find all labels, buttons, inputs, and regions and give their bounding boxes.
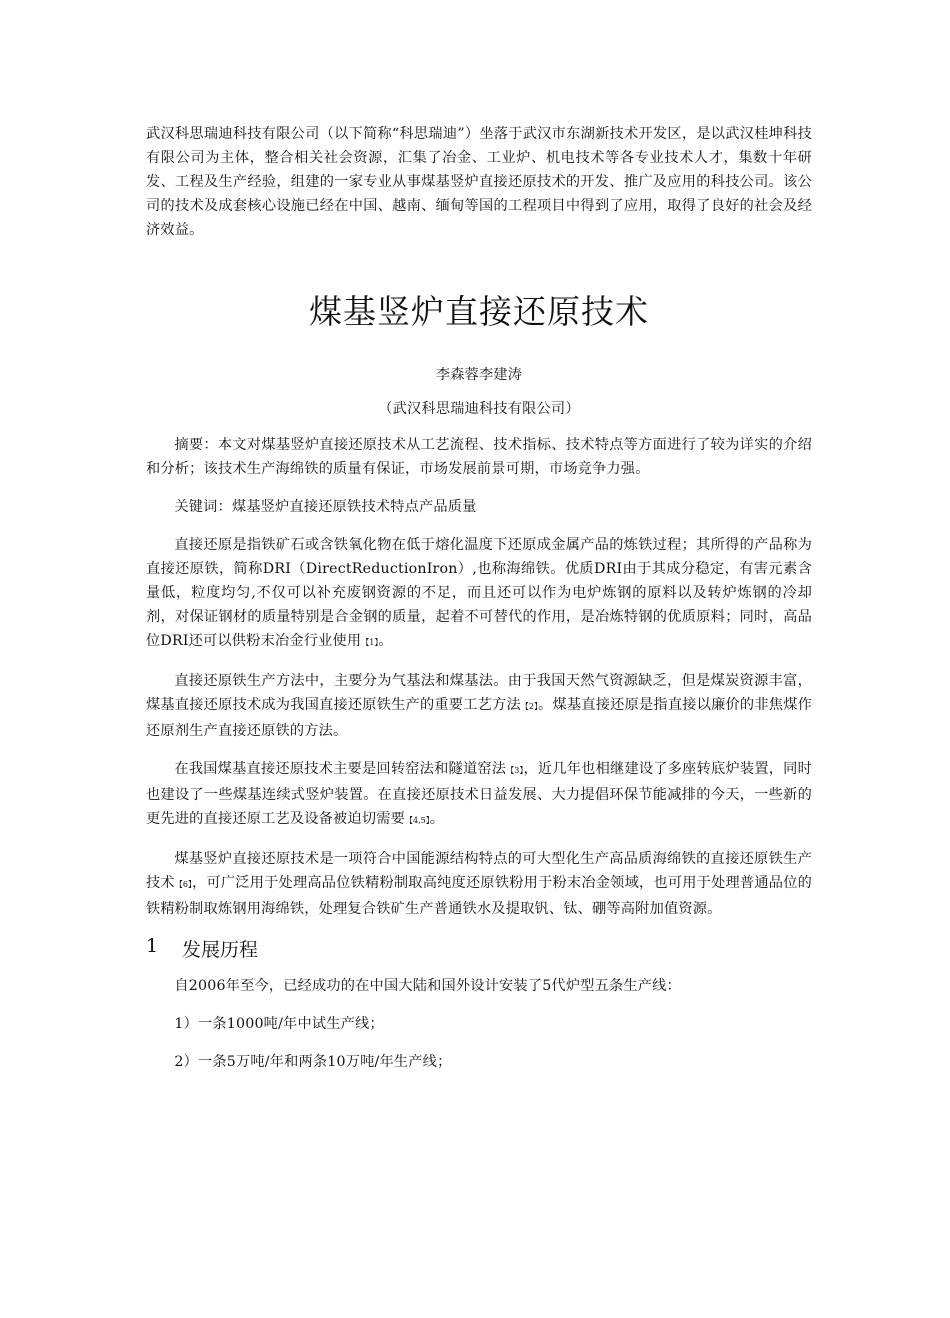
document-page xyxy=(146,122,812,1088)
paragraph-4 xyxy=(146,847,812,921)
paragraph-text: 直接还原铁生产方法中，主要分为气基法和煤基法。由于我国天然气资源缺乏，但是煤炭资源丰富，煤基直接还原技术成为我国直接还原铁生产的重要工艺方法 xyxy=(146,673,812,713)
citation-3: 【3】 xyxy=(506,766,524,775)
citation-4-5: 【4,5】 xyxy=(404,816,430,825)
paragraph-text: 。煤基直接还原是指直接以廉价的非焦煤作还原剂生产直接还原铁的方法。 xyxy=(146,697,812,739)
affiliation: （武汉科思瑞迪科技有限公司） xyxy=(378,401,580,417)
paragraph-text: 直接还原是指铁矿石或含铁氧化物在低于熔化温度下还原成金属产品的炼铁过程；其所得的产品称为直接还原铁，简称DRI（DirectReductionIron）,也称海绵铁。优质DRI由于其成分稳定，有害元素含量低，粒度均匀,不仅可以补充废钢资源的不足，而且还可以作为电炉炼钢的原料以及转炉炼钢的冷却剂，对保证钢材的质量特别是合金钢的质量，起着不可替代的作用，是冶炼特钢的优质原料；同时，高品位DRI还可以供粉末冶金行业使用 xyxy=(146,537,812,649)
paragraph-text: 。 xyxy=(429,811,445,827)
citation-1: 【1】 xyxy=(361,638,379,647)
paragraph-1 xyxy=(146,533,812,655)
keywords-label: 关键词： xyxy=(174,499,232,515)
paper-title: 煤基竖炉直接还原技术 xyxy=(309,292,649,331)
citation-6: 【6】 xyxy=(174,880,193,889)
production-line-list xyxy=(146,1012,812,1074)
company-intro: 武汉科思瑞迪科技有限公司（以下简称“科思瑞迪”）坐落于武汉市东湖新技术开发区，是以武汉桂坤科技有限公司为主体，整合相关社会资源，汇集了冶金、工业炉、机电技术等各专业技术人才，集数十年研发、工程及生产经验，组建的一家专业从事煤基竖炉直接还原技术的开发、推广及应用的科技公司。该公司的技术及成套核心设施已经在中国、越南、缅甸等国的工程项目中得到了应用，取得了良好的社会及经济效益。 xyxy=(146,126,812,238)
section-number: 1 xyxy=(146,935,159,957)
paragraph-text: 在我国煤基直接还原技术主要是回转窑法和隧道窑法 xyxy=(174,761,507,777)
paragraph-2 xyxy=(146,669,812,743)
citation-2: 【2】 xyxy=(520,702,539,711)
keywords-text: 煤基竖炉直接还原铁技术特点产品质量 xyxy=(231,499,477,515)
paragraph-text: ，近几年也相继建设了多座转底炉装置，同时也建设了一些煤基连续式竖炉装置。在直接还原技术日益发展、大力提倡环保节能减排的今天，一些新的更先进的直接还原工艺及设备被迫切需要 xyxy=(146,761,812,827)
section-lead: 自2006年至今，已经成功的在中国大陆和国外设计安装了5代炉型五条生产线： xyxy=(174,978,681,994)
paragraph-text: ，可广泛用于处理高品位铁精粉制取高纯度还原铁粉用于粉末冶金领域，也可用于处理普通品位的铁精粉制取炼钢用海绵铁，处理复合铁矿生产普通铁水及提取钒、钛、硼等高附加值资源。 xyxy=(146,875,812,917)
keywords xyxy=(146,495,812,519)
section-heading xyxy=(146,935,812,962)
paragraph-text: 。 xyxy=(378,633,393,649)
paragraph-text: 煤基竖炉直接还原技术是一项符合中国能源结构特点的可大型化生产高品质海绵铁的直接还原铁生产技术 xyxy=(146,851,812,891)
authors: 李森蓉李建涛 xyxy=(435,367,523,383)
list-item: 2）一条5万吨/年和两条10万吨/年生产线； xyxy=(174,1054,452,1070)
paragraph-3 xyxy=(146,757,812,833)
section-title: 发展历程 xyxy=(182,939,259,961)
list-item: 1）一条1000吨/年中试生产线； xyxy=(174,1016,384,1032)
abstract-label: 摘要： xyxy=(174,437,218,453)
abstract-text: 本文对煤基竖炉直接还原技术从工艺流程、技术指标、技术特点等方面进行了较为详实的介绍和分析；该技术生产海绵铁的质量有保证，市场发展前景可期，市场竞争力强。 xyxy=(146,437,812,477)
abstract xyxy=(146,433,812,481)
